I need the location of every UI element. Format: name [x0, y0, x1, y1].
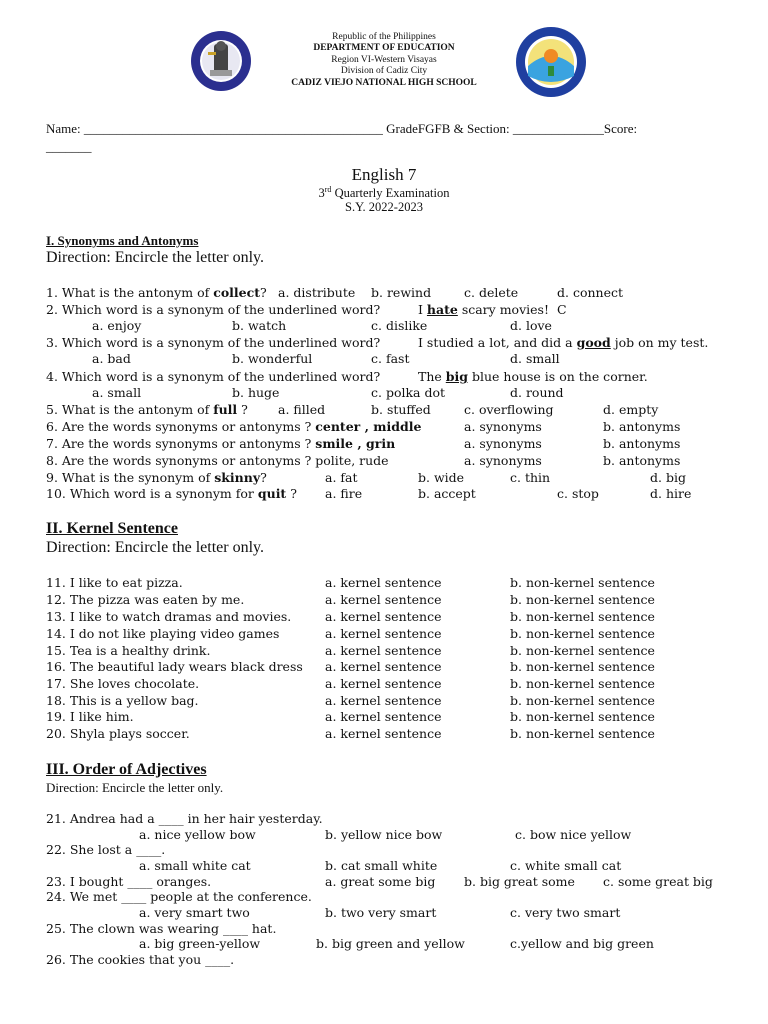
exam-subject: English 7 — [351, 165, 417, 184]
q15-question: 15. Tea is a healthy drink. — [46, 643, 211, 658]
q19-question: 19. I like him. — [46, 709, 134, 724]
q16-option-b[interactable]: b. non-kernel sentence — [510, 659, 655, 674]
q5-option-d[interactable]: d. empty — [603, 402, 659, 417]
q21-option-b[interactable]: b. yellow nice bow — [325, 827, 443, 842]
q2-context: I hate scary movies! — [418, 302, 549, 317]
section3-direction: Direction: Encircle the letter only. — [46, 780, 224, 795]
q15-option-b[interactable]: b. non-kernel sentence — [510, 643, 655, 658]
q20-question: 20. Shyla plays soccer. — [46, 726, 190, 741]
section2-direction: Direction: Encircle the letter only. — [46, 539, 264, 556]
q21-option-a[interactable]: a. nice yellow bow — [139, 827, 256, 842]
q19-option-b[interactable]: b. non-kernel sentence — [510, 709, 655, 724]
q13-option-b[interactable]: b. non-kernel sentence — [510, 609, 655, 624]
q10-option-a[interactable]: a. fire — [325, 486, 363, 501]
q17-question: 17. She loves chocolate. — [46, 676, 200, 691]
score-label: Score: — [603, 121, 638, 136]
q4-option-a[interactable]: a. small — [92, 385, 142, 400]
q2-option-c[interactable]: c. dislike — [371, 318, 428, 333]
q10-option-d[interactable]: d. hire — [650, 486, 692, 501]
section1-heading: I. Synonyms and Antonyms — [46, 233, 199, 248]
q3-option-b[interactable]: b. wonderful — [232, 351, 313, 366]
q6-question: 6. Are the words synonyms or antonyms ? center , middle — [46, 419, 422, 434]
q4-context: The big blue house is on the corner. — [418, 369, 648, 384]
grade-label: GradeFGFB & Section: — [386, 121, 510, 136]
q11-option-a[interactable]: a. kernel sentence — [325, 575, 442, 590]
q2-option-d[interactable]: d. love — [510, 318, 552, 333]
q18-option-a[interactable]: a. kernel sentence — [325, 693, 442, 708]
q24-option-c[interactable]: c. very two smart — [510, 905, 621, 920]
q4-option-c[interactable]: c. polka dot — [371, 385, 446, 400]
q4-option-b[interactable]: b. huge — [232, 385, 280, 400]
section2-heading: II. Kernel Sentence — [46, 520, 178, 537]
q24-option-a[interactable]: a. very smart two — [139, 905, 250, 920]
q20-option-a[interactable]: a. kernel sentence — [325, 726, 442, 741]
q1-question: 1. What is the antonym of collect? — [46, 285, 267, 300]
q2-answer-mark: C — [557, 302, 567, 317]
q9-option-c[interactable]: c. thin — [510, 470, 551, 485]
q22-question: 22. She lost a ____. — [46, 842, 166, 857]
q22-option-a[interactable]: a. small white cat — [139, 858, 251, 873]
q5-option-b[interactable]: b. stuffed — [371, 402, 431, 417]
q23-option-b[interactable]: b. big great some — [464, 874, 575, 889]
q13-option-a[interactable]: a. kernel sentence — [325, 609, 442, 624]
q19-option-a[interactable]: a. kernel sentence — [325, 709, 442, 724]
q25-option-a[interactable]: a. big green-yellow — [139, 936, 261, 951]
header-school: CADIZ VIEJO NATIONAL HIGH SCHOOL — [291, 78, 477, 88]
q7-option-b[interactable]: b. antonyms — [603, 436, 681, 451]
q18-option-b[interactable]: b. non-kernel sentence — [510, 693, 655, 708]
name-blank: ______________________________________________ — [83, 121, 383, 136]
q1-option-b[interactable]: b. rewind — [371, 285, 432, 300]
q11-option-b[interactable]: b. non-kernel sentence — [510, 575, 655, 590]
grade-blank: ______________ — [512, 121, 604, 136]
header-department: DEPARTMENT OF EDUCATION — [313, 43, 455, 53]
q3-option-a[interactable]: a. bad — [92, 351, 131, 366]
q8-option-b[interactable]: b. antonyms — [603, 453, 681, 468]
q18-question: 18. This is a yellow bag. — [46, 693, 199, 708]
header-republic: Republic of the Philippines — [332, 32, 436, 42]
q17-option-a[interactable]: a. kernel sentence — [325, 676, 442, 691]
q2-option-a[interactable]: a. enjoy — [92, 318, 142, 333]
q10-question: 10. Which word is a synonym for quit ? — [46, 486, 297, 501]
q11-question: 11. I like to eat pizza. — [46, 575, 183, 590]
score-blank: _______ — [46, 139, 92, 154]
q25-option-b[interactable]: b. big green and yellow — [316, 936, 465, 951]
q3-option-d[interactable]: d. small — [510, 351, 560, 366]
name-label: Name: — [46, 121, 81, 136]
q6-option-b[interactable]: b. antonyms — [603, 419, 681, 434]
q3-context: I studied a lot, and did a good job on my test. — [418, 335, 709, 350]
q17-option-b[interactable]: b. non-kernel sentence — [510, 676, 655, 691]
q13-question: 13. I like to watch dramas and movies. — [46, 609, 292, 624]
q5-question: 5. What is the antonym of full ? — [46, 402, 248, 417]
q3-question: 3. Which word is a synonym of the underlined word? — [46, 335, 381, 350]
q20-option-b[interactable]: b. non-kernel sentence — [510, 726, 655, 741]
q5-option-c[interactable]: c. overflowing — [464, 402, 554, 417]
q9-option-d[interactable]: d. big — [650, 470, 686, 485]
q10-option-b[interactable]: b. accept — [418, 486, 476, 501]
q2-option-b[interactable]: b. watch — [232, 318, 287, 333]
q25-option-c[interactable]: c.yellow and big green — [510, 936, 654, 951]
q9-option-b[interactable]: b. wide — [418, 470, 465, 485]
q12-option-a[interactable]: a. kernel sentence — [325, 592, 442, 607]
q23-option-c[interactable]: c. some great big — [603, 874, 713, 889]
q2-question: 2. Which word is a synonym of the underlined word? — [46, 302, 381, 317]
q23-option-a[interactable]: a. great some big — [325, 874, 436, 889]
q9-question: 9. What is the synonym of skinny? — [46, 470, 267, 485]
header-division: Division of Cadiz City — [340, 66, 428, 76]
q1-option-a[interactable]: a. distribute — [278, 285, 356, 300]
name-line — [46, 121, 637, 137]
q24-option-b[interactable]: b. two very smart — [325, 905, 437, 920]
q26-question: 26. The cookies that you ____. — [46, 952, 235, 967]
q16-option-a[interactable]: a. kernel sentence — [325, 659, 442, 674]
header-region: Region VI-Western Visayas — [331, 55, 437, 65]
q6-option-a[interactable]: a. synonyms — [464, 419, 542, 434]
q4-option-d[interactable]: d. round — [510, 385, 564, 400]
q21-option-c[interactable]: c. bow nice yellow — [515, 827, 632, 842]
q9-option-a[interactable]: a. fat — [325, 470, 358, 485]
exam-quarter: 3rd Quarterly Examination — [318, 185, 450, 201]
q22-option-b[interactable]: b. cat small white — [325, 858, 438, 873]
exam-school-year: S.Y. 2022-2023 — [345, 200, 423, 214]
q21-question: 21. Andrea had a ____ in her hair yesterday. — [46, 811, 323, 826]
q14-question: 14. I do not like playing video games — [46, 626, 280, 641]
q23-question: 23. I bought ____ oranges. — [46, 874, 212, 889]
q14-option-b[interactable]: b. non-kernel sentence — [510, 626, 655, 641]
q4-question: 4. Which word is a synonym of the underlined word? — [46, 369, 381, 384]
section3-heading: III. Order of Adjectives — [46, 761, 207, 778]
q24-question: 24. We met ____ people at the conference. — [46, 889, 312, 904]
q10-option-c[interactable]: c. stop — [557, 486, 599, 501]
q25-question: 25. The clown was wearing ____ hat. — [46, 921, 277, 936]
q3-option-c[interactable]: c. fast — [371, 351, 410, 366]
q8-question: 8. Are the words synonyms or antonyms ? polite, rude — [46, 453, 389, 468]
q5-option-a[interactable]: a. filled — [278, 402, 326, 417]
section1-direction: Direction: Encircle the letter only. — [46, 249, 264, 266]
q12-option-b[interactable]: b. non-kernel sentence — [510, 592, 655, 607]
q12-question: 12. The pizza was eaten by me. — [46, 592, 245, 607]
q16-question: 16. The beautiful lady wears black dress — [46, 659, 303, 674]
q8-option-a[interactable]: a. synonyms — [464, 453, 542, 468]
q7-question: 7. Are the words synonyms or antonyms ? smile , grin — [46, 436, 396, 451]
q14-option-a[interactable]: a. kernel sentence — [325, 626, 442, 641]
q1-option-c[interactable]: c. delete — [464, 285, 519, 300]
q22-option-c[interactable]: c. white small cat — [510, 858, 622, 873]
q15-option-a[interactable]: a. kernel sentence — [325, 643, 442, 658]
q1-option-d[interactable]: d. connect — [557, 285, 623, 300]
q7-option-a[interactable]: a. synonyms — [464, 436, 542, 451]
